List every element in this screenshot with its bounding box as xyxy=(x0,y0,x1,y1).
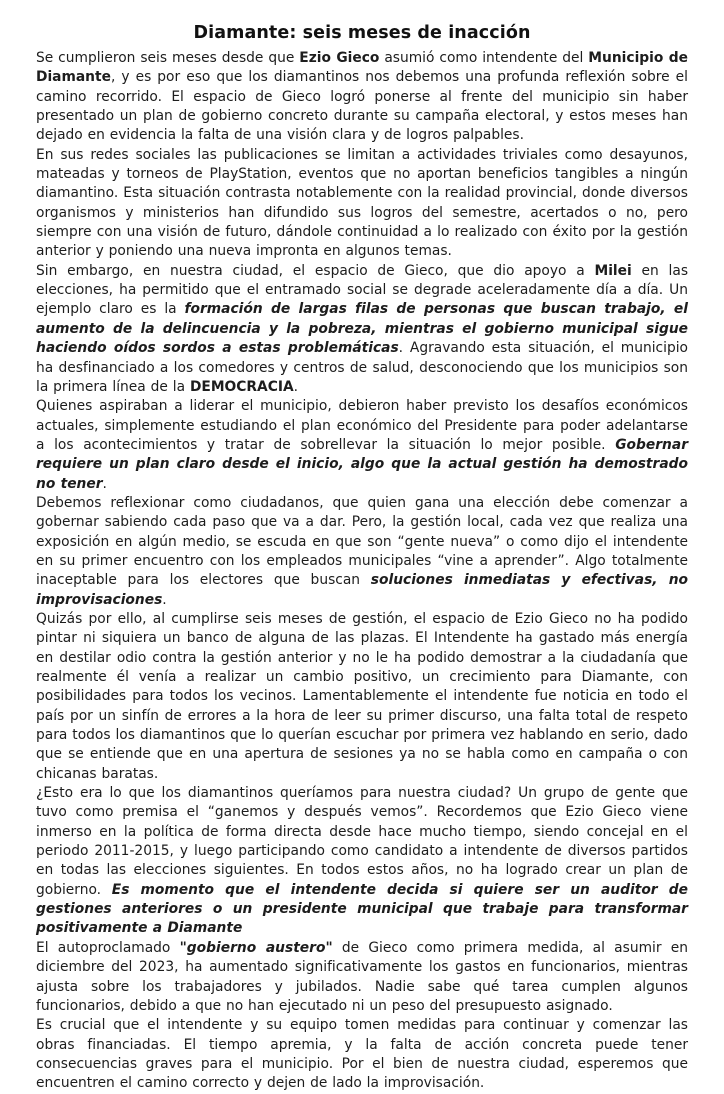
text-run: en las elecciones, ha permitido que el entramado social se degrade aceleradamente día a día. Un ejemplo claro es la xyxy=(36,262,689,318)
article-paragraph xyxy=(36,262,688,397)
article-title: Diamante: seis meses de inacción xyxy=(193,23,531,43)
article-body xyxy=(36,49,688,1094)
article-paragraph xyxy=(36,146,688,262)
article-paragraph xyxy=(36,397,688,494)
text-run: El autoproclamado xyxy=(36,939,180,956)
text-run: . xyxy=(102,475,107,492)
text-run: Gobernar requiere un plan claro desde el inicio, algo que la actual gestión ha demostrado no tener xyxy=(36,436,688,492)
article-paragraph xyxy=(36,494,688,610)
text-run: Sin embargo, en nuestra ciudad, el espacio de Gieco, que dio apoyo a xyxy=(36,262,595,279)
text-run: Quienes aspiraban a liderar el municipio, debieron haber previsto los desafíos económicos actuales, simplemente estudiando el plan económico del Presidente para poder adelantarse a los acontecimientos y tratar de sobrellevar la situación lo mejor posible. xyxy=(36,398,688,453)
text-run: ¿Esto era lo que los diamantinos queríamos para nuestra ciudad? Un grupo de gente que tuvo como premisa el “ganemos y después vemos”. Recordemos que Ezio Gieco viene inmerso en la política de forma directa desde hace mucho tiempo, siendo concejal en el periodo 2011-2015, y luego participando como candidato a intendente de diversos partidos en todas las elecciones siguientes. En todos estos años, no ha logrado crear un plan de gobierno. xyxy=(36,785,688,898)
text-run: de Gieco como primera medida, al asumir en diciembre del 2023, ha aumentado significativamente los gastos en funcionarios, mientras ajusta sobre los trabajadores y jubilados. Nadie sabe qué tarea cumplen algunos funcionarios, debido a que no han ejecutado ni un peso del presupuesto asignado. xyxy=(36,939,688,1014)
text-run: Es momento que el intendente decida si quiere ser un auditor de gestiones anteriores o un presidente municipal que trabaje para transformar positivamente a Diamante xyxy=(36,881,688,937)
article-paragraph xyxy=(36,49,688,146)
text-run: . xyxy=(293,378,299,395)
text-run: . Agravando esta situación, el municipio ha desfinanciado a los comedores y centros de salud, desconociendo que los municipios son la primera línea de la xyxy=(36,340,688,395)
text-run: Debemos reflexionar como ciudadanos, que quien gana una elección debe comenzar a gobernar sabiendo cada paso que va a dar. Pero, la gestión local, cada vez que realiza una exposición en algún medio, se escuda en que son “gente nueva” o como dijo el intendente en su primer encuentro con los empleados municipales “vine a aprender”. Algo totalmente inaceptable para los electores que buscan xyxy=(36,494,688,589)
text-run: Ezio Gieco xyxy=(299,50,380,66)
text-run: En sus redes sociales las publicaciones se limitan a actividades triviales como desayunos, mateadas y torneos de PlayStation, eventos que no aportan beneficios tangibles a ningún diamantino. Esta situación contrasta notablemente con la realidad provincial, donde diversos organismos y ministerios han difundido sus logros del semestre, acertados o no, pero siempre con una visión de futuro, dándole continuidad a lo realizado con éxito por la gestión anterior y poniendo una nueva impronta en algunos temas. xyxy=(36,146,688,260)
article-paragraph xyxy=(36,784,688,939)
text-run: "gobierno austero" xyxy=(179,939,333,956)
text-run: . xyxy=(162,591,167,608)
text-run: Municipio de Diamante xyxy=(36,50,688,86)
text-run: Quizás por ello, al cumplirse seis meses de gestión, el espacio de Ezio Gieco no ha podido pintar ni siquiera un banco de alguna de las plazas. El Intendente ha gastado más energía en destilar odio contra la gestión anterior y no le ha podido demostrar a la ciudadanía que realmente él venía a realizar un cambio positivo, un crecimiento para Diamante, con posibilidades para todos los vecinos. Lamentablemente el intendente fue noticia en todo el país por un sinfín de errores a la hora de leer su primer discurso, una falta total de respeto para todos los diamantinos que lo querían escuchar por primera vez hablando en serio, dado que se entiende que en una apertura de sesiones ya no se habla como en campaña o con chicanas baratas. xyxy=(36,610,688,782)
text-run: Se cumplieron seis meses desde que xyxy=(36,50,300,66)
text-run: asumió como intendente del xyxy=(379,50,589,66)
text-run: soluciones inmediatas y efectivas, no improvisaciones xyxy=(36,572,688,608)
article-paragraph xyxy=(36,610,688,784)
text-run: Milei xyxy=(594,262,632,279)
text-run: Es crucial que el intendente y su equipo tomen medidas para continuar y comenzar las obras financiadas. El tiempo apremia, y la falta de acción concreta puede tener consecuencias graves para el municipio. Por el bien de nuestra ciudad, esperemos que encuentren el camino correcto y dejen de lado la improvisación. xyxy=(36,1017,688,1092)
article-paragraph xyxy=(36,939,688,1016)
text-run: , y es por eso que los diamantinos nos debemos una profunda reflexión sobre el camino recorrido. El espacio de Gieco logró ponerse al frente del municipio sin haber presentado un plan de gobierno concreto durante su campaña electoral, y estos meses han dejado en evidencia la falta de una visión clara y de logros palpables. xyxy=(36,69,688,144)
text-run: formación de largas filas de personas que buscan trabajo, el aumento de la delincuencia y la pobreza, mientras el gobierno municipal sigue haciendo oídos sordos a estas problemáticas xyxy=(36,301,688,357)
text-run: DEMOCRACIA xyxy=(189,378,294,395)
article-paragraph xyxy=(36,1016,688,1093)
